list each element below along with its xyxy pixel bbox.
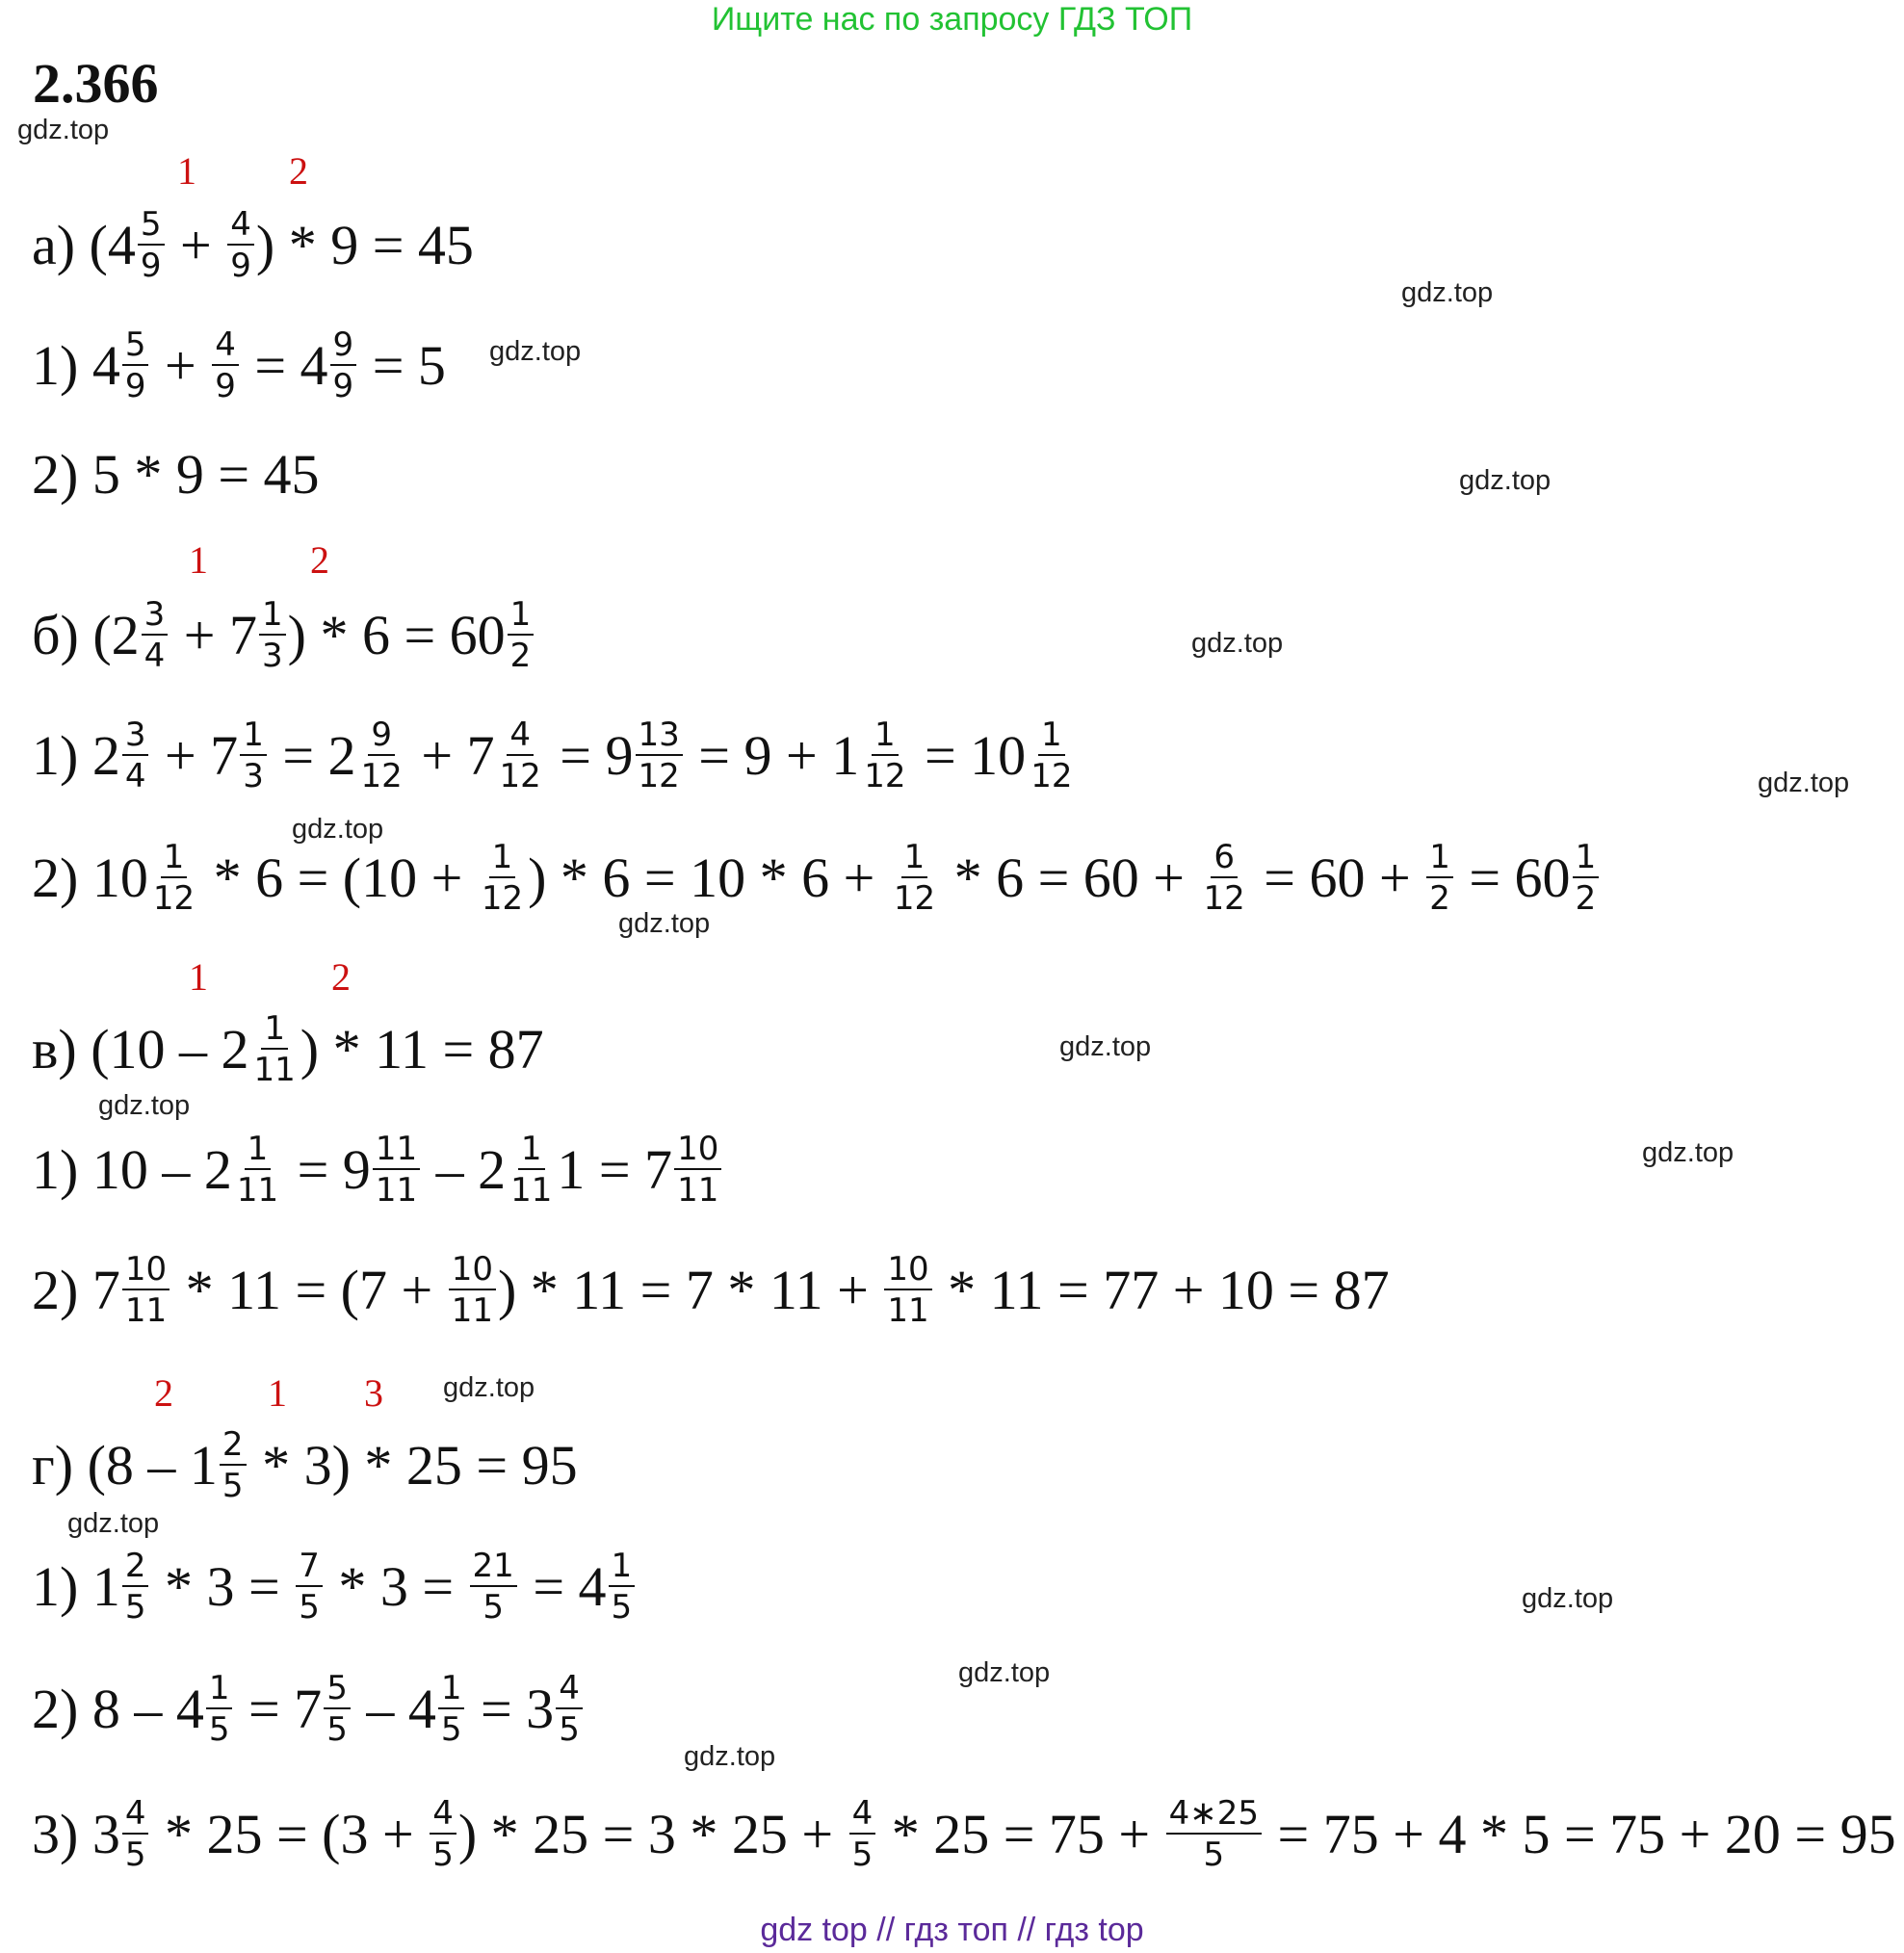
denominator: 3 <box>243 757 264 795</box>
expr-text: 2) 5 * 9 = 45 <box>32 443 320 506</box>
fraction <box>122 716 149 796</box>
expr-text: а) (4 <box>32 214 136 276</box>
numerator: 10 <box>674 1130 721 1170</box>
numerator: 1 <box>1426 838 1453 878</box>
numerator: 4 <box>227 205 254 246</box>
expr-text: 3) 3 <box>32 1803 120 1865</box>
numerator: 10 <box>122 1250 170 1290</box>
denominator: 11 <box>451 1291 493 1330</box>
denominator: 5 <box>483 1588 504 1627</box>
numerator: 4 <box>430 1794 456 1835</box>
expr-text: * 25 = (3 + <box>150 1803 429 1865</box>
expr-text: в) (10 – 2 <box>32 1018 249 1081</box>
equation-a-step-2 <box>32 427 320 523</box>
watermark: gdz.top <box>1758 768 1850 798</box>
order-marks-b <box>0 538 578 582</box>
order-mark: 2 <box>289 149 308 193</box>
expr-text: = 9 + 1 <box>684 724 860 787</box>
expr-text: = 9 <box>545 724 634 787</box>
expr-text: б) (2 <box>32 604 140 666</box>
fraction <box>508 595 535 676</box>
numerator: 1 <box>245 1130 272 1170</box>
fraction <box>251 1009 299 1090</box>
expr-text: 1) 1 <box>32 1555 120 1618</box>
denominator: 4 <box>124 757 146 795</box>
expr-text: 1) 10 – 2 <box>32 1138 232 1201</box>
denominator: 5 <box>559 1710 580 1749</box>
order-mark: 2 <box>310 538 329 582</box>
expr-text: ) * 6 = 60 <box>287 604 506 666</box>
expr-text: * 11 = 77 + 10 = 87 <box>933 1259 1390 1321</box>
fraction <box>234 1130 281 1211</box>
expr-text: * 6 = (10 + <box>199 846 477 909</box>
denominator: 12 <box>152 879 196 918</box>
fraction <box>438 1669 465 1750</box>
fraction <box>259 595 286 676</box>
expr-text: + <box>166 214 226 276</box>
numerator: 1 <box>872 716 899 756</box>
fraction <box>138 205 165 286</box>
fraction <box>891 838 938 919</box>
denominator: 12 <box>499 757 541 795</box>
numerator: 7 <box>296 1547 323 1587</box>
watermark: gdz.top <box>1059 1031 1152 1062</box>
numerator: 5 <box>122 326 149 366</box>
denominator: 11 <box>375 1171 418 1210</box>
numerator: 5 <box>138 205 165 246</box>
expr-text: * 11 = (7 + <box>171 1259 447 1321</box>
fraction <box>449 1250 496 1331</box>
numerator: 21 <box>470 1547 517 1587</box>
denominator: 11 <box>510 1171 553 1210</box>
numerator: 13 <box>636 716 683 756</box>
denominator: 12 <box>1030 757 1073 795</box>
denominator: 12 <box>481 879 524 918</box>
watermark: gdz.top <box>684 1741 776 1772</box>
expr-text: = 10 <box>910 724 1027 787</box>
expr-text: = 60 <box>1454 846 1571 909</box>
equation-b-step-2 <box>32 830 1601 926</box>
fraction <box>212 326 239 406</box>
expr-text: – 4 <box>352 1678 436 1740</box>
expr-text: = 4 <box>518 1555 607 1618</box>
order-mark: 1 <box>189 955 208 999</box>
equation-g-step-2 <box>32 1661 585 1758</box>
expr-text: ) * 25 = 3 * 25 + <box>457 1803 848 1865</box>
numerator: 10 <box>449 1250 496 1290</box>
fraction <box>227 205 254 286</box>
numerator: 1 <box>259 595 286 636</box>
equation-v-step-1 <box>32 1122 723 1218</box>
denominator: 11 <box>677 1171 719 1210</box>
expr-text: * 3) * 25 = 95 <box>248 1434 578 1497</box>
denominator: 11 <box>253 1051 296 1089</box>
numerator: 2 <box>220 1425 247 1466</box>
numerator: 4 <box>507 716 534 756</box>
order-mark: 3 <box>364 1371 383 1415</box>
numerator: 4∗25 <box>1166 1794 1262 1835</box>
expr-text: ) * 9 = 45 <box>255 214 474 276</box>
fraction <box>1426 838 1453 919</box>
fraction <box>849 1794 876 1875</box>
fraction <box>240 716 267 796</box>
expr-text: ) * 11 = 87 <box>300 1018 544 1081</box>
fraction <box>1573 838 1600 919</box>
denominator: 5 <box>124 1588 146 1627</box>
numerator: 4 <box>212 326 239 366</box>
equation-b-head <box>32 587 535 684</box>
watermark: gdz.top <box>1459 465 1552 496</box>
expr-text: ) * 6 = 10 * 6 + <box>528 846 889 909</box>
denominator: 5 <box>611 1588 633 1627</box>
fraction <box>479 838 526 919</box>
denominator: 12 <box>893 879 936 918</box>
numerator: 3 <box>142 595 169 636</box>
numerator: 4 <box>556 1669 583 1709</box>
fraction <box>142 595 169 676</box>
order-mark: 1 <box>177 149 196 193</box>
expr-text: г) (8 – 1 <box>32 1434 218 1497</box>
denominator: 12 <box>864 757 906 795</box>
fraction <box>330 326 357 406</box>
numerator: 1 <box>901 838 928 878</box>
watermark: gdz.top <box>17 115 110 145</box>
expr-text: + <box>150 334 211 397</box>
expr-text: 2) 8 – 4 <box>32 1678 204 1740</box>
denominator: 9 <box>215 367 236 405</box>
expr-text: 1 = 7 <box>557 1138 673 1201</box>
numerator: 1 <box>508 595 535 636</box>
watermark: gdz.top <box>1642 1137 1734 1168</box>
order-marks-g <box>0 1371 578 1415</box>
fraction <box>150 838 197 919</box>
expr-text: = 60 + <box>1249 846 1425 909</box>
equation-v-step-2 <box>32 1242 1390 1339</box>
order-mark: 2 <box>154 1371 173 1415</box>
numerator: 1 <box>206 1669 233 1709</box>
expr-text: = 4 <box>240 334 328 397</box>
denominator: 2 <box>1429 879 1450 918</box>
numerator: 1 <box>1038 716 1065 756</box>
numerator: 2 <box>122 1547 149 1587</box>
watermark: gdz.top <box>443 1372 535 1403</box>
footer-links[interactable]: gdz top // гдз топ // гдз top <box>760 1912 1144 1948</box>
fraction <box>206 1669 233 1750</box>
expr-text: = 3 <box>466 1678 555 1740</box>
equation-a-head <box>32 197 474 294</box>
fraction <box>861 716 908 796</box>
order-mark: 1 <box>189 538 208 582</box>
search-banner[interactable]: Ищите нас по запросу ГДЗ ТОП <box>711 1 1193 38</box>
numerator: 10 <box>884 1250 931 1290</box>
denominator: 2 <box>1575 879 1597 918</box>
numerator: 1 <box>161 838 188 878</box>
denominator: 11 <box>236 1171 279 1210</box>
expr-text: = 2 <box>268 724 356 787</box>
denominator: 11 <box>124 1291 168 1330</box>
expr-text: 2) 7 <box>32 1259 120 1321</box>
expr-text: * 3 = <box>324 1555 468 1618</box>
fraction <box>122 326 149 406</box>
numerator: 9 <box>330 326 357 366</box>
denominator: 11 <box>887 1291 929 1330</box>
expr-text: 1) 4 <box>32 334 120 397</box>
order-marks-v <box>0 955 578 999</box>
denominator: 5 <box>299 1588 320 1627</box>
numerator: 1 <box>240 716 267 756</box>
expr-text: + 7 <box>406 724 495 787</box>
denominator: 5 <box>222 1467 244 1505</box>
expr-text: = 9 <box>283 1138 371 1201</box>
fraction <box>556 1669 583 1750</box>
fraction <box>220 1425 247 1506</box>
denominator: 2 <box>509 637 532 675</box>
expr-text: = 7 <box>234 1678 323 1740</box>
denominator: 5 <box>208 1710 230 1749</box>
numerator: 1 <box>518 1130 545 1170</box>
fraction <box>508 1130 555 1211</box>
equation-b-step-1 <box>32 708 1077 804</box>
numerator: 4 <box>849 1794 876 1835</box>
fraction <box>674 1130 721 1211</box>
numerator: 1 <box>609 1547 636 1587</box>
denominator: 5 <box>124 1836 146 1874</box>
equation-g-head <box>32 1418 578 1514</box>
fraction <box>296 1547 323 1628</box>
numerator: 1 <box>438 1669 465 1709</box>
watermark: gdz.top <box>618 908 711 939</box>
order-marks-a <box>0 149 578 193</box>
fraction <box>884 1250 931 1331</box>
denominator: 5 <box>851 1836 874 1874</box>
expr-text: * 6 = 60 + <box>940 846 1199 909</box>
fraction <box>122 1250 170 1331</box>
watermark: gdz.top <box>292 814 384 845</box>
expr-text: – 2 <box>422 1138 507 1201</box>
denominator: 5 <box>1203 1836 1225 1874</box>
exercise-number: 2.366 <box>33 52 159 115</box>
expr-text: + 7 <box>170 604 257 666</box>
expr-text: 2) 10 <box>32 846 148 909</box>
fraction <box>609 1547 636 1628</box>
expr-text: * 3 = <box>150 1555 295 1618</box>
equation-g-step-3 <box>32 1786 1896 1883</box>
equation-g-step-1 <box>32 1539 637 1635</box>
watermark: gdz.top <box>1522 1583 1614 1614</box>
denominator: 4 <box>143 637 166 675</box>
expr-text: + 7 <box>150 724 239 787</box>
watermark: gdz.top <box>1191 628 1284 659</box>
order-mark: 2 <box>331 955 351 999</box>
equation-v-head <box>32 1002 544 1098</box>
numerator: 11 <box>373 1130 420 1170</box>
expr-text: * 25 = 75 + <box>877 1803 1164 1865</box>
expr-text: = 75 + 4 * 5 = 75 + 20 = 95 <box>1264 1803 1896 1865</box>
equation-a-step-1 <box>32 318 446 414</box>
fraction <box>324 1669 351 1750</box>
numerator: 4 <box>122 1794 149 1835</box>
numerator: 5 <box>324 1669 351 1709</box>
denominator: 9 <box>230 247 251 285</box>
fraction <box>358 716 405 796</box>
fraction <box>1166 1794 1262 1875</box>
watermark: gdz.top <box>489 336 582 367</box>
fraction <box>497 716 544 796</box>
numerator: 1 <box>261 1009 288 1050</box>
order-mark: 1 <box>268 1371 287 1415</box>
denominator: 9 <box>332 367 354 405</box>
denominator: 9 <box>140 247 162 285</box>
denominator: 9 <box>124 367 146 405</box>
expr-text: ) * 11 = 7 * 11 + <box>497 1259 883 1321</box>
expr-text: 1) 2 <box>32 724 120 787</box>
numerator: 1 <box>489 838 516 878</box>
numerator: 3 <box>122 716 149 756</box>
denominator: 5 <box>326 1710 348 1749</box>
fraction <box>1201 838 1248 919</box>
denominator: 12 <box>1203 879 1245 918</box>
expr-text: = 5 <box>358 334 446 397</box>
watermark: gdz.top <box>98 1090 191 1121</box>
fraction <box>636 716 683 796</box>
numerator: 1 <box>1573 838 1600 878</box>
numerator: 9 <box>368 716 395 756</box>
fraction <box>122 1547 149 1628</box>
denominator: 12 <box>360 757 403 795</box>
fraction <box>122 1794 149 1875</box>
watermark: gdz.top <box>958 1657 1051 1688</box>
fraction <box>373 1130 420 1211</box>
denominator: 12 <box>638 757 680 795</box>
denominator: 3 <box>262 637 283 675</box>
denominator: 5 <box>440 1710 462 1749</box>
fraction <box>470 1547 517 1628</box>
fraction <box>430 1794 456 1875</box>
fraction <box>1028 716 1075 796</box>
numerator: 6 <box>1211 838 1238 878</box>
watermark: gdz.top <box>67 1508 160 1539</box>
watermark: gdz.top <box>1401 277 1494 308</box>
denominator: 5 <box>432 1836 454 1874</box>
